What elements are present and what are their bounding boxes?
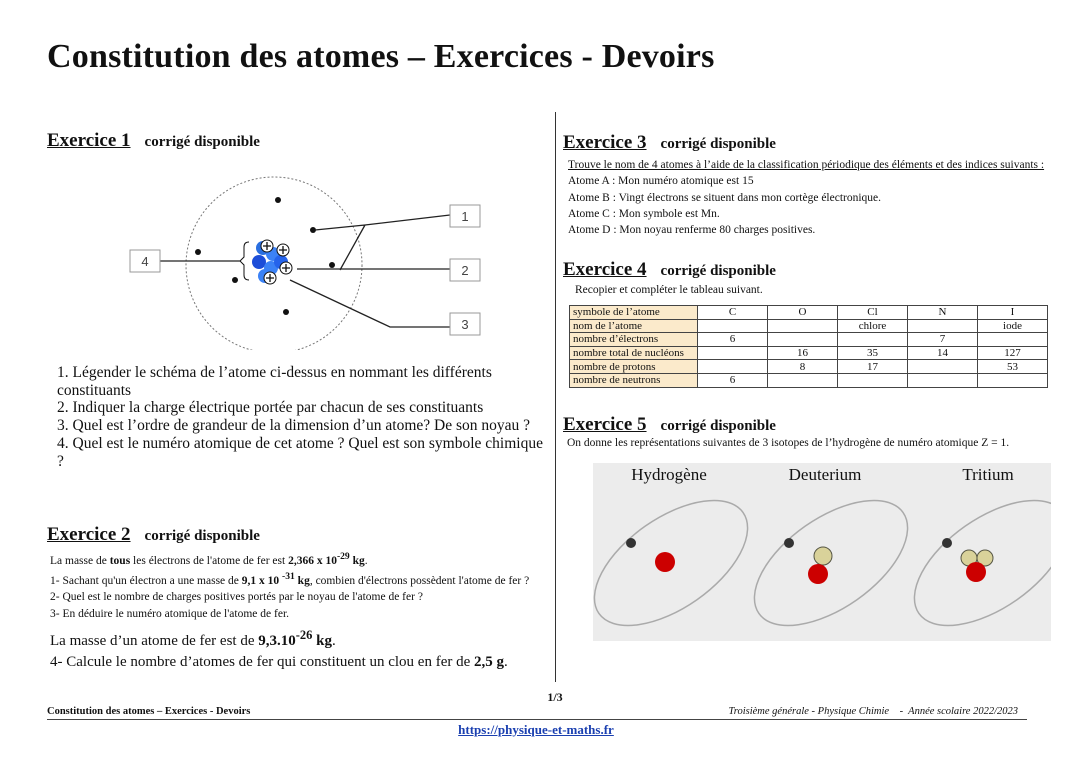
exercise-3-body (568, 157, 1044, 238)
exercise-3-heading (563, 132, 776, 154)
table-cell: iode (978, 319, 1048, 333)
row-header: nombre de neutrons (570, 373, 698, 387)
page-title: Constitution des atomes – Exercices - Devoirs (47, 38, 715, 75)
exercise-title: Exercice 5 (563, 414, 647, 435)
table-cell (698, 346, 768, 360)
arrows (153, 215, 450, 327)
table-cell: 35 (838, 346, 908, 360)
table-cell: 6 (698, 373, 768, 387)
isotope-label: Deuterium (788, 465, 862, 484)
table-cell: C (698, 306, 768, 320)
electrons (195, 197, 335, 315)
exercise-5-heading (563, 414, 776, 436)
table-row (570, 373, 1048, 387)
corrige-label: corrigé disponible (144, 134, 260, 150)
row-header: symbole de l’atome (570, 306, 698, 320)
question: 4. Quel est le numéro atomique de cet atome ? Quel est son symbole chimique ? (57, 434, 543, 470)
question: 4- Calcule le nombre d’atomes de fer qui constituent un clou en fer de 2,5 g. (50, 653, 508, 670)
table-cell: 6 (698, 333, 768, 347)
table-cell (838, 373, 908, 387)
footer-left: Constitution des atomes – Exercices - Devoirs (47, 706, 251, 717)
exercise-2-heading (47, 524, 260, 546)
website-link[interactable]: https://physique-et-maths.fr (458, 722, 614, 737)
corrige-label: corrigé disponible (660, 136, 776, 152)
page-number: 1/3 (547, 690, 563, 704)
exercise-1-questions (57, 364, 547, 470)
table-cell (908, 373, 978, 387)
clue: Atome D : Mon noyau renferme 80 charges positives. (568, 224, 816, 237)
exercise-4-heading (563, 259, 776, 281)
label-1: 1 (461, 209, 469, 224)
corrige-label: corrigé disponible (144, 528, 260, 544)
question: 1. Légender le schéma de l’atome ci-dessus en nommant les différents constituants (57, 364, 492, 399)
intro: La masse de tous les électrons de l'atome de fer est 2,366 x $10^{-29}$ kg. (50, 551, 368, 567)
question: 1- Sachant qu'un électron a une masse de 9,1 x 10 $^{-31}$ kg, combien d'électrons possèdent l'atome de fer ? (50, 571, 530, 587)
table-cell (698, 360, 768, 374)
table-cell: 14 (908, 346, 978, 360)
clue: Atome B : Vingt électrons se situent dans mon cortège électronique. (568, 191, 882, 204)
proton (655, 552, 675, 572)
table-row (570, 360, 1048, 374)
footer-rule (47, 719, 1027, 720)
table-row (570, 333, 1048, 347)
intro: Trouve le nom de 4 atomes à l’aide de la classification périodique des éléments et des indices suivants : (568, 159, 1045, 171)
table-cell (978, 373, 1048, 387)
mass-statement: La masse d’un atome de fer est de $9,3.10^{-26}$ kg. (50, 627, 336, 649)
footer-right: Troisième générale - Physique Chimie - Année scolaire 2022/2023 (728, 706, 1018, 717)
table-cell: 17 (838, 360, 908, 374)
table-cell (978, 333, 1048, 347)
table-cell (768, 333, 838, 347)
isotopes-image (593, 463, 1051, 641)
atom-table (569, 305, 1048, 388)
electron (784, 538, 794, 548)
table-row (570, 319, 1048, 333)
exercise-4-intro: Recopier et compléter le tableau suivant. (575, 284, 763, 296)
question: 2. Indiquer la charge électrique portée par chacun de ses constituants (57, 399, 484, 417)
table-cell: N (908, 306, 978, 320)
table-cell: I (978, 306, 1048, 320)
exercise-1-heading (47, 130, 260, 152)
table-cell: 7 (908, 333, 978, 347)
exercise-2-body (50, 549, 529, 673)
table-row (570, 346, 1048, 360)
table-cell: Cl (838, 306, 908, 320)
table-cell (838, 333, 908, 347)
table-cell (908, 319, 978, 333)
clue: Atome A : Mon numéro atomique est 15 (568, 175, 754, 188)
row-header: nombre d’électrons (570, 333, 698, 347)
question: 3. Quel est l’ordre de grandeur de la dimension d’un atome? De son noyau ? (57, 417, 531, 435)
exercise-title: Exercice 1 (47, 130, 131, 151)
table-cell (768, 373, 838, 387)
table-cell: O (768, 306, 838, 320)
corrige-label: corrigé disponible (660, 263, 776, 279)
nucleus (240, 240, 292, 284)
isotope-label: Hydrogène (631, 465, 707, 484)
exercise-title: Exercice 3 (563, 132, 647, 153)
electron (626, 538, 636, 548)
row-header: nom de l’atome (570, 319, 698, 333)
proton (966, 562, 986, 582)
question: 3- En déduire le numéro atomique de l'atome de fer. (50, 607, 290, 620)
proton (808, 564, 828, 584)
table-cell: 16 (768, 346, 838, 360)
table-cell: 8 (768, 360, 838, 374)
label-3: 3 (461, 317, 469, 332)
label-2: 2 (461, 263, 469, 278)
isotope-label: Tritium (962, 465, 1014, 484)
atom-diagram (125, 170, 490, 350)
exercise-5-intro: On donne les représentations suivantes de 3 isotopes de l’hydrogène de numéro atomique Z = 1. (567, 437, 1010, 449)
label-4: 4 (141, 254, 149, 269)
exercise-title: Exercice 2 (47, 524, 131, 545)
table-cell (698, 319, 768, 333)
clue: Atome C : Mon symbole est Mn. (568, 207, 720, 220)
corrige-label: corrigé disponible (660, 418, 776, 434)
table-cell: chlore (838, 319, 908, 333)
exercise-title: Exercice 4 (563, 259, 647, 280)
question: 2- Quel est le nombre de charges positives portés par le noyau de l'atome de fer ? (50, 591, 423, 604)
table-cell: 53 (978, 360, 1048, 374)
table-cell: 127 (978, 346, 1048, 360)
row-header: nombre de protons (570, 360, 698, 374)
table-row (570, 306, 1048, 320)
row-header: nombre total de nucléons (570, 346, 698, 360)
column-divider (555, 112, 556, 682)
electron (942, 538, 952, 548)
table-cell (768, 319, 838, 333)
neutron (814, 547, 832, 565)
table-cell (908, 360, 978, 374)
